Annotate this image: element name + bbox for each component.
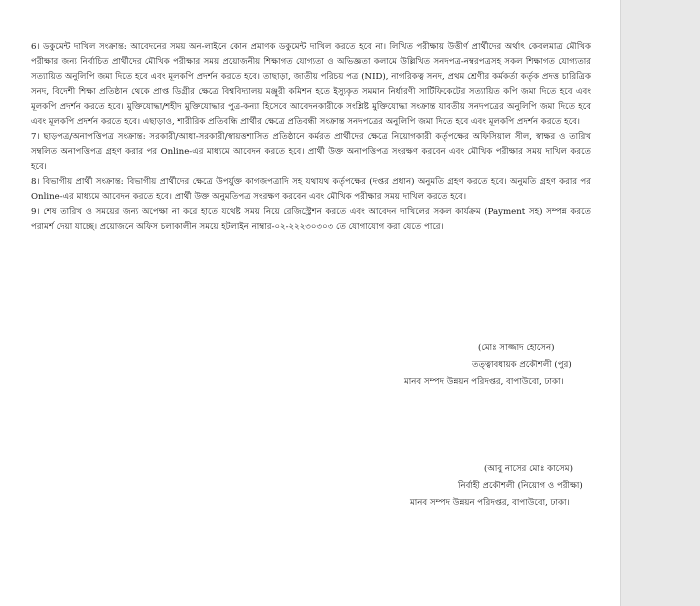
signature-block-executive-engineer [410, 461, 583, 512]
signatory-title: তত্ত্বাবধায়ক প্রকৌশলী (পুর) [472, 360, 572, 370]
notice-body [31, 40, 591, 235]
paragraph-6-documents: 6। ডকুমেন্ট দাখিল সংক্রান্ত: আবেদনের সময় অন-লাইনে কোন প্রমাণক ডকুমেন্ট দাখিল করতে হবে না। লিখিত পরীক্ষায় উত্তীর্ণ প্রার্থীদের অর্থাৎ কেবলমাত্র মৌখিক পরীক্ষার জন্য নির্বাচিত প্রার্থীদের মৌখিক পরীক্ষার সময় প্রয়োজনীয় শিক্ষাগত যোগ্যতা ও অভিজ্ঞতা কলামে উল্লিখিত সনদপত্র-নম্বরপত্রসহ সকল শিক্ষাগত যোগ্যতার সত্যায়িত অনুলিপি জমা দিতে হবে এবং মূলকপি প্রদর্শন করতে হবে। তাছাড়া, জাতীয় পরিচয় পত্র (NID), নাগরিকত্ব সনদ, প্রথম শ্রেণীর কর্মকর্তা কর্তৃক প্রদত্ত চারিত্রিক সনদ, বিদেশী শিক্ষা প্রতিষ্ঠান থেকে প্রাপ্ত ডিগ্রীর ক্ষেত্রে বিশ্ববিদ্যালয় মঞ্জুরী কমিশন হতে ইস্যুকৃত সমমান নির্ধারণী সার্টিফিকেটের সত্যায়িত কপি জমা দিতে হবে এবং মূলকপি প্রদর্শন করতে হবে। মুক্তিযোদ্ধা/শহীদ মুক্তিযোদ্ধার পুত্র-কন্যা হিসেবে আবেদনকারীকে সংশ্লিষ্ট মুক্তিযোদ্ধা সংক্রান্ত যাবতীয় সনদপত্রের অনুলিপি জমা দিতে হবে এবং মূলকপি প্রদর্শন করতে হবে। এছাড়াও, শারীরিক প্রতিবন্ধি প্রার্থীর ক্ষেত্রে প্রতিবন্ধী সংক্রান্ত সনদপত্রের অনুলিপি জমা দিতে হবে এবং মূলকপি প্রদর্শন করতে হবে। [31, 42, 591, 127]
signatory-title: নির্বাহী প্রকৌশলী (নিয়োগ ও পরীক্ষা) [458, 481, 583, 491]
paragraph-8-departmental: 8। বিভাগীয় প্রার্থী সংক্রান্ত: বিভাগীয় প্রার্থীদের ক্ষেত্রে উপর্যুক্ত কাগজপত্রাদি সহ যথাযথ কর্তৃপক্ষের (দপ্তর প্রধান) অনুমতি গ্রহণ করতে হবে। অনুমতি গ্রহণ করার পর Online-এর মাধ্যমে আবেদন করতে হবে। প্রার্থী উক্ত অনুমতিপত্র সংরক্ষণ করবেন এবং মৌখিক পরীক্ষার সময় দাখিল করতে হবে। [31, 177, 591, 202]
signatory-office: মানব সম্পদ উন্নয়ন পরিদপ্তর, বাপাউবো, ঢাকা। [410, 498, 570, 508]
signatory-office: মানব সম্পদ উন্নয়ন পরিদপ্তর, বাপাউবো, ঢাকা। [404, 377, 564, 387]
paragraph-9-deadline: 9। শেষ তারিখ ও সময়ের জন্য অপেক্ষা না করে হাতে যথেষ্ট সময় নিয়ে রেজিস্ট্রেশন করতে এবং আবেদন দাখিলের সকল কার্যক্রম (Payment সহ) সম্পন্ন করতে পরামর্শ দেয়া যাচ্ছে। প্রয়োজনে অফিস চলাকালীন সময়ে হটলাইন নাম্বার-০২-২২২৩০৩০৩ তে যোগাযোগ করা যেতে পারে। [31, 207, 591, 232]
viewer-gutter [621, 0, 700, 606]
signatory-name: (মোঃ সাজ্জাদ হোসেন) [478, 343, 555, 353]
paragraph-7-clearance: 7। ছাড়পত্র/অনাপত্তিপত্র সংক্রান্ত: সরকারী/আধা-সরকারী/স্বায়ত্তশাসিত প্রতিষ্ঠানে কর্মরত প্রার্থীদের ক্ষেত্রে নিয়োগকারী কর্তৃপক্ষের অফিসিয়াল সীল, স্বাক্ষর ও তারিখ সম্বলিত অনাপত্তিপত্র গ্রহণ করার পর Online-এর মাধ্যমে আবেদন করতে হবে। প্রার্থী উক্ত অনাপত্তিপত্র সংরক্ষণ করবেন এবং মৌখিক পরীক্ষার সময় দাখিল করতে হবে। [31, 132, 591, 172]
signature-block-superintending-engineer [404, 340, 572, 391]
signatory-name: (আবু নাসের মোঃ কাসেম) [484, 464, 573, 474]
